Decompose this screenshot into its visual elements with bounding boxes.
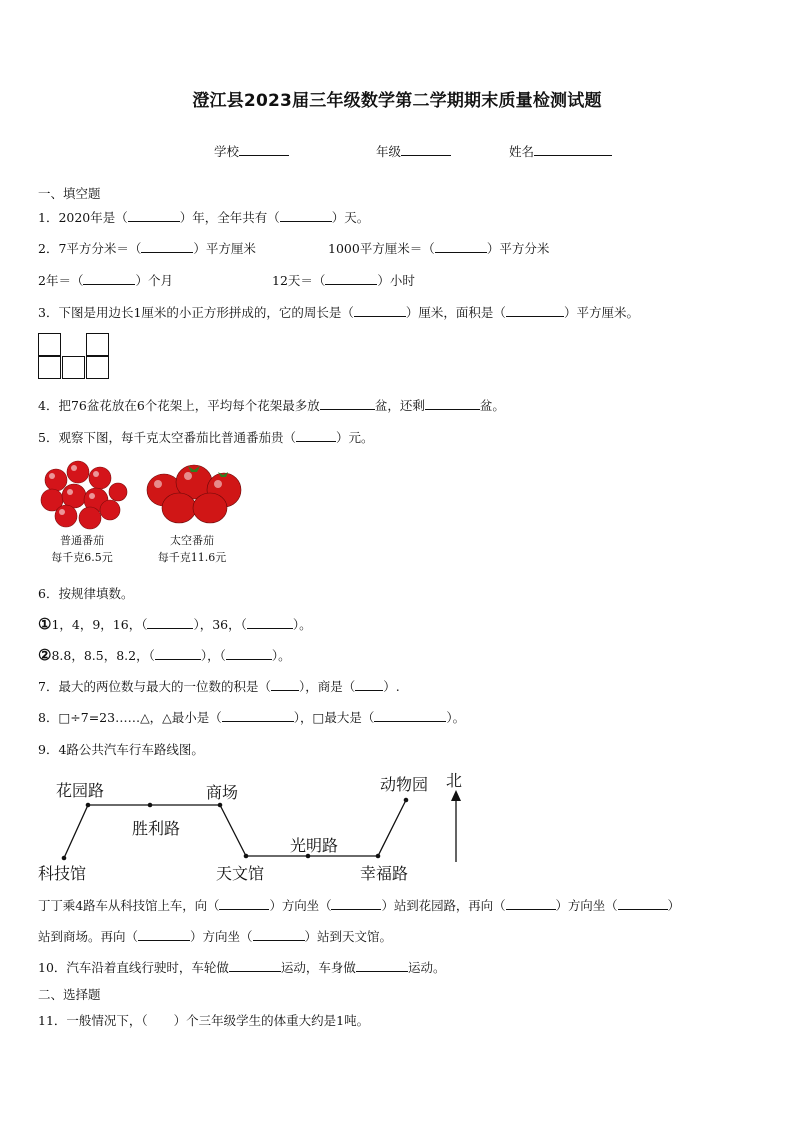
q9b-blank-1[interactable] (138, 928, 190, 941)
regular-tomato-name: 普通番茄 (60, 534, 104, 547)
q9b-text-2: ）方向坐（ (190, 929, 253, 944)
question-11 (38, 1011, 369, 1029)
q1-text-b: ）年，全年共有（ (179, 210, 280, 225)
name-label: 姓名 (509, 144, 535, 159)
q7-text-a: 7．最大的两位数与最大的一位数的积是（ (38, 679, 271, 694)
q10-text-c: 运动。 (407, 960, 446, 975)
q9a-blank-3[interactable] (506, 897, 556, 910)
q2d-text-b: ）小时 (377, 273, 415, 288)
grade-blank[interactable] (401, 143, 451, 156)
q5-text-a: 5．观察下图，每千克太空番茄比普通番茄贵（ (38, 430, 296, 445)
q10-blank-2[interactable] (356, 959, 408, 972)
q6a-number: ① (38, 615, 52, 633)
q8-text-b: ），□最大是（ (293, 710, 375, 725)
question-9: 9．4路公共汽车行车路线图。 (38, 742, 204, 757)
section-fill-blank-heading: 一、填空题 (38, 186, 101, 201)
q1-blank-1[interactable] (128, 209, 180, 222)
square-cell (38, 333, 61, 356)
grade-field (376, 142, 451, 160)
question-9b (38, 927, 392, 945)
q2d-text-a: 12天＝（ (272, 273, 326, 288)
q10-text-b: 运动，车身做 (280, 960, 356, 975)
q4-blank-1[interactable] (320, 397, 375, 410)
q10-text-a: 10．汽车沿着直线行驶时，车轮做 (38, 960, 229, 975)
question-2c (38, 271, 173, 289)
q11-text-b: ）个三年级学生的体重大约是1吨。 (173, 1013, 370, 1028)
regular-tomato-image (38, 458, 128, 530)
question-8 (38, 708, 465, 726)
q7-blank-2[interactable] (355, 678, 383, 691)
space-tomato-image (144, 460, 242, 526)
question-2a (38, 239, 256, 257)
stop-zoo: 动物园 (380, 775, 429, 794)
q6b-blank-2[interactable] (226, 647, 272, 660)
q9a-blank-2[interactable] (331, 897, 381, 910)
q2a-blank[interactable] (141, 240, 193, 253)
school-field (214, 142, 289, 160)
q6b-text-a: 8.8，8.5，8.2，（ (51, 648, 155, 663)
q9a-text-1: 丁丁乘4路车从科技馆上车，向（ (38, 898, 220, 913)
space-tomato-price: 每千克11.6元 (157, 551, 227, 564)
q6b-text-c: ）。 (271, 648, 291, 663)
q9b-text-1: 站到商场。再向（ (38, 929, 139, 944)
q4-text-c: 盆。 (479, 398, 505, 413)
q2b-blank[interactable] (435, 240, 487, 253)
q9a-text-4: ）方向坐（ (555, 898, 618, 913)
q8-text-c: ）。 (446, 710, 466, 725)
q2b-text-a: 1000平方厘米＝（ (328, 241, 435, 256)
q3-blank-2[interactable] (506, 304, 564, 317)
north-label: 北 (446, 771, 463, 790)
page-title: 澄江县2023届三年级数学第二学期期末质量检测试题 (192, 91, 602, 111)
q5-text-b: ）元。 (335, 430, 374, 445)
q6a-text-b: ），36，（ (193, 617, 247, 632)
square-cell (86, 333, 109, 356)
question-6: 6．按规律填数。 (38, 586, 134, 601)
stop-xingfu-road: 幸福路 (360, 864, 409, 883)
question-5 (38, 428, 373, 446)
q6a-text-c: ）。 (292, 617, 312, 632)
q6b-number: ② (38, 646, 52, 664)
square-cell (62, 356, 85, 379)
q6a-blank-2[interactable] (247, 616, 293, 629)
q9a-text-3: ）站到花园路，再向（ (381, 898, 506, 913)
stop-planetarium: 天文馆 (216, 864, 265, 883)
q6b-text-b: ），（ (200, 648, 226, 663)
q8-blank-1[interactable] (222, 709, 294, 722)
question-1 (38, 208, 369, 226)
q1-text-c: ）天。 (331, 210, 370, 225)
square-cell (86, 356, 109, 379)
q9b-blank-2[interactable] (253, 928, 305, 941)
q1-text-a: 1．2020年是（ (38, 210, 128, 225)
q2c-blank[interactable] (83, 272, 135, 285)
q2a-text-b: ）平方厘米 (193, 241, 256, 256)
q10-blank-1[interactable] (229, 959, 281, 972)
name-blank[interactable] (534, 143, 612, 156)
q9a-blank-1[interactable] (219, 897, 269, 910)
q2c-text-b: ）个月 (135, 273, 173, 288)
question-10 (38, 958, 445, 976)
q9a-blank-4[interactable] (618, 897, 668, 910)
q9a-text-5: ） (667, 898, 680, 913)
question-2d (272, 271, 415, 289)
stop-mall: 商场 (206, 783, 239, 802)
q5-blank[interactable] (296, 429, 336, 442)
q7-text-c: ）. (383, 679, 400, 694)
stop-guangming-road: 光明路 (290, 836, 339, 855)
square-cell (38, 356, 61, 379)
stop-shengli-road: 胜利路 (132, 819, 181, 838)
question-4 (38, 396, 505, 414)
q1-blank-2[interactable] (280, 209, 332, 222)
q4-text-a: 4．把76盆花放在6个花架上，平均每个花架最多放 (38, 398, 320, 413)
space-tomato-name: 太空番茄 (170, 534, 214, 547)
stop-huayuan-road: 花园路 (56, 781, 105, 800)
q2d-blank[interactable] (325, 272, 377, 285)
q9b-text-3: ）站到天文馆。 (304, 929, 393, 944)
question-3 (38, 303, 639, 321)
q6a-text-a: 1，4，9，16，（ (51, 617, 148, 632)
question-7 (38, 677, 400, 695)
q4-text-b: 盆，还剩 (374, 398, 425, 413)
q2b-text-b: ）平方分米 (486, 241, 550, 256)
q7-blank-1[interactable] (271, 678, 299, 691)
grade-label: 年级 (376, 144, 402, 159)
regular-tomato-price: 每千克6.5元 (51, 551, 113, 564)
q2a-text-a: 2．7平方分米＝（ (38, 241, 142, 256)
question-2b (328, 239, 549, 257)
section-choice-heading: 二、选择题 (38, 987, 101, 1002)
q6b-blank-1[interactable] (155, 647, 201, 660)
school-label: 学校 (214, 144, 240, 159)
q8-blank-2[interactable] (374, 709, 446, 722)
question-6a (38, 615, 312, 633)
q9a-text-2: ）方向坐（ (269, 898, 332, 913)
q8-text-a: 8．□÷7=23……△，△最小是（ (38, 710, 222, 725)
q6a-blank-1[interactable] (147, 616, 193, 629)
q3-blank-1[interactable] (354, 304, 406, 317)
q3-text-c: ）平方厘米。 (563, 305, 639, 320)
q11-text-a: 11．一般情况下，（ (38, 1013, 148, 1028)
question-6b (38, 646, 291, 664)
q2c-text-a: 2年＝（ (38, 273, 84, 288)
q7-text-b: ），商是（ (298, 679, 356, 694)
q4-blank-2[interactable] (425, 397, 480, 410)
name-field (509, 142, 612, 160)
q3-text-a: 3．下图是用边长1厘米的小正方形拼成的，它的周长是（ (38, 305, 354, 320)
question-9a (38, 896, 680, 914)
q3-text-b: ）厘米，面积是（ (405, 305, 506, 320)
school-blank[interactable] (239, 143, 289, 156)
stop-science-museum: 科技馆 (38, 864, 87, 883)
